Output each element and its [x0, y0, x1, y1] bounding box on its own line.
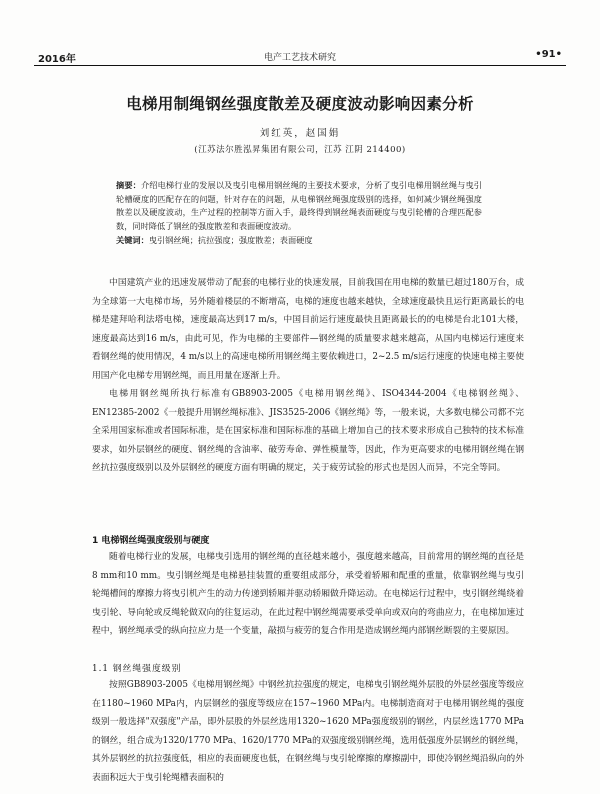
- body-paragraph-4: 按照GB8903-2005《电梯用钢丝绳》中钢丝抗拉强度的规定，电梯曳引钢丝绳外层股的外层丝强度等级应在1180~1960 MPa内，内层钢丝的强度等级应在157~1960 MPa内。电梯制造商对于电梯用钢丝绳的强度级别一般选择"双强度"产品，即外层股的外层丝选用1320~1620 MPa强度级别的钢丝，内层丝选1770 MPa的钢丝，组合成为1320/1770 MPa、1620/1770 MPa的双强度级别钢丝绳，选用低强度外层钢丝的钢丝绳，其外层钢丝的抗拉强度低，相应的表面硬度也低，在钢丝绳与曳引轮摩擦的摩擦副中，即使冷钢丝绳沿纵向的外表面积远大于曳引轮绳槽表面积的: [92, 680, 524, 783]
- keywords-label: 关键词：: [116, 235, 149, 245]
- body-paragraph-1: 中国建筑产业的迅速发展带动了配套的电梯行业的快速发展，目前我国在用电梯的数量已超过180万台，成为全球第一大电梯市场，另外随着楼层的不断增高，电梯的速度也越来越快，全球速度最快且运行距离最长的电梯是建拜哈利法塔电梯，速度最高达到17 m/s，中国目前运行速度最快且距离最长的的电梯是台北101大楼，速度最高达到16 m/s，由此可见，作为电梯的主要部件—钢丝绳的质量要求越来越高，从国内电梯运行速度来看钢丝绳的使用情况，4 m/s以上的高速电梯所用钢丝绳主要依赖进口，2~2.5 m/s运行速度的快速电梯主要使用国产化电梯专用钢丝绳，而且用量在逐渐上升。: [92, 278, 524, 381]
- abstract-label: 摘要：: [116, 180, 141, 190]
- subsection-heading-1-1: 1.1 钢丝绳强度级别: [92, 664, 182, 674]
- body-paragraph-3: 随着电梯行业的发展，电梯曳引选用的钢丝绳的直径越来越小，强度越来越高，目前常用的钢丝绳的直径是8 mm和10 mm。曳引钢丝绳是电梯悬挂装置的重要组成部分，承受着轿厢和配重的重量，依靠钢丝绳与曳引轮绳槽间的摩擦力将曳引机产生的动力传递到轿厢并驱动轿厢做升降运动。在电梯运行过程中，曳引钢丝绳绕着曳引轮、导向轮或反绳轮做双向的往复运动，在此过程中钢丝绳需要承受单向或双向的弯曲应力，在电梯加速过程中，钢丝绳承受的纵向拉应力是一个变量，敲损与疲劳的复合作用是造成钢丝绳内部钢丝断裂的主要原因。: [92, 552, 524, 636]
- article-affiliation: (江苏法尔胜泓昇集团有限公司，江苏 江阴 214400): [194, 145, 406, 155]
- header-page-number: •91•: [535, 49, 562, 60]
- header-rule: [34, 65, 566, 66]
- abstract: [116, 179, 482, 233]
- keywords: [116, 235, 482, 246]
- keywords-text: 曳引钢丝绳；抗拉强度；强度散差；表面硬度: [148, 235, 313, 245]
- section-heading-1: 1 电梯钢丝绳强度级别与硬度: [92, 536, 210, 546]
- header-journal-name: 电产工艺技术研究: [263, 53, 336, 63]
- body-paragraph-2: 电梯用钢丝绳所执行标准有GB8903-2005《电梯用钢丝绳》、ISO4344-2004《电梯钢丝绳》、EN12385-2002《一般提升用钢丝绳标准》、JIS3525-2006《钢丝绳》等，一般来说，大多数电梯公司都不完全采用国家标准或者国际标准，是在国家标准和国际标准的基础上增加自己的技术要求形成自己独特的技术标准要求，如外层钢丝的硬度、钢丝绳的含油率、破劳寿命、弹性模量等，因此，作为更高要求的电梯用钢丝绳在钢丝抗拉强度级别以及外层钢丝的硬度方面有明确的规定，关于疲劳试验的形式也是因人而异，不完全等同。: [92, 389, 524, 473]
- article-title: 电梯用制绳钢丝强度散差及硬度波动影响因素分析: [126, 95, 474, 113]
- abstract-text: 介绍电梯行业的发展以及曳引电梯用钢丝绳的主要技术要求，分析了曳引电梯用钢丝绳与曳引轮槽硬度的匹配存在的问题，针对存在的问题，从电梯钢丝绳强度级别的选择，如何减少钢丝绳强度散差以及硬度波动，生产过程的控制等方面入手，最终得到钢丝绳表面硬度与曳引轮槽的合理匹配参数，同时降低了钢丝的强度散差和表面硬度波动。: [116, 180, 482, 231]
- article-authors: 刘红英，赵国娟: [259, 128, 341, 139]
- header-year: 2016年: [38, 54, 76, 65]
